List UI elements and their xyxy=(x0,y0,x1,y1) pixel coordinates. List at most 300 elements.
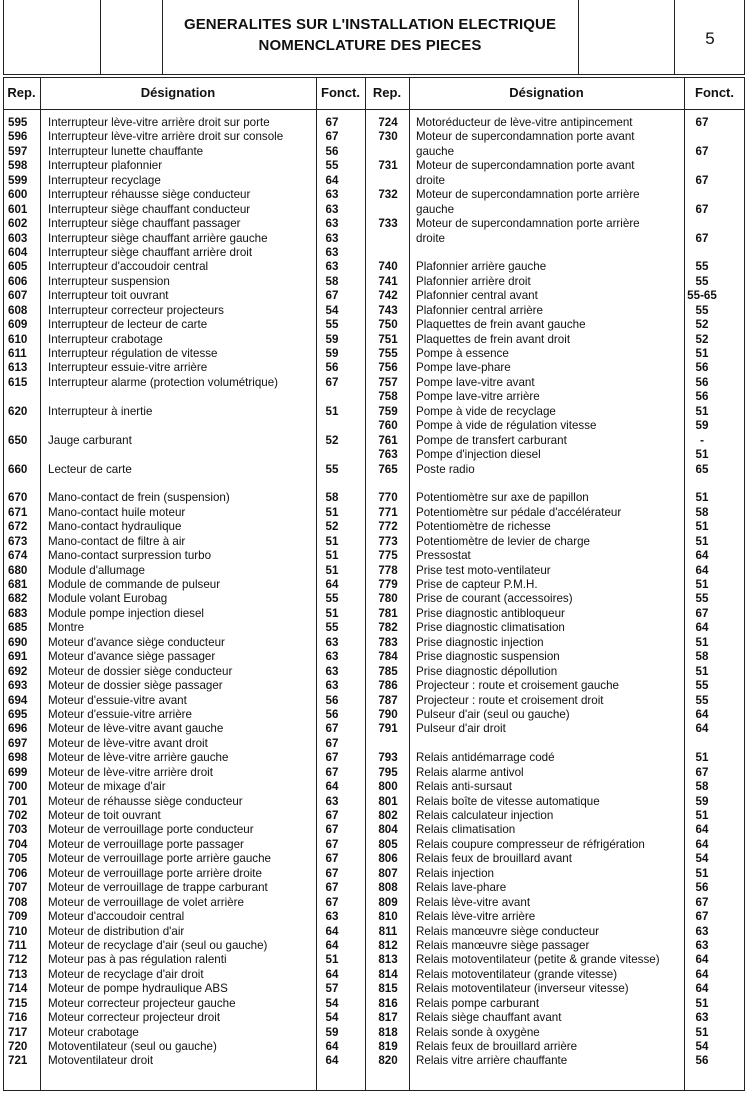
row-designation: Interrupteur lunette chauffante xyxy=(48,144,204,158)
row-fonct: 67 xyxy=(325,852,339,866)
row-fonct: 64 xyxy=(695,953,709,967)
table-row xyxy=(365,1011,729,1025)
row-rep: 714 xyxy=(8,982,28,996)
row-designation: Pressostat xyxy=(416,549,471,563)
table-row xyxy=(3,1054,355,1068)
header-blank-cell xyxy=(4,0,101,74)
table-row xyxy=(3,289,355,303)
row-designation: Relais feux de brouillard avant xyxy=(416,852,572,866)
table-row xyxy=(365,679,729,693)
row-designation: Moteur de pompe hydraulique ABS xyxy=(48,982,228,996)
table-row xyxy=(365,737,729,751)
row-rep: 713 xyxy=(8,967,28,981)
table-row xyxy=(365,592,729,606)
row-rep: 806 xyxy=(378,852,398,866)
table-row xyxy=(365,549,729,563)
row-fonct: 67 xyxy=(325,809,339,822)
row-rep: 709 xyxy=(8,910,28,924)
table-row xyxy=(3,491,355,505)
table-row xyxy=(3,246,355,260)
table-row xyxy=(3,304,355,318)
table-row xyxy=(365,289,729,303)
row-fonct: 63 xyxy=(695,1011,709,1025)
row-designation: Relais lave-phare xyxy=(416,881,507,895)
row-designation: Relais manœuvre siège passager xyxy=(416,938,590,952)
table-row xyxy=(365,203,729,217)
table-row xyxy=(3,145,355,159)
row-rep: 598 xyxy=(8,159,28,173)
row-fonct: 63 xyxy=(325,231,339,245)
row-rep: 717 xyxy=(8,1025,28,1039)
row-designation: Plaquettes de frein avant gauche xyxy=(416,318,586,332)
row-fonct: 59 xyxy=(695,794,709,808)
row-rep: 601 xyxy=(8,202,28,216)
row-rep: 810 xyxy=(378,910,398,924)
table-row xyxy=(365,795,729,809)
row-designation: Interrupteur siège chauffant arrière droit xyxy=(48,245,253,259)
table-row xyxy=(3,910,355,924)
table-row xyxy=(3,737,355,751)
row-fonct: 54 xyxy=(325,303,339,317)
table-row xyxy=(365,896,729,910)
row-fonct: 56 xyxy=(695,881,709,895)
row-fonct: 56 xyxy=(325,144,339,158)
row-designation: Relais manœuvre siège conducteur xyxy=(416,924,600,938)
table-row xyxy=(365,780,729,794)
row-rep: 763 xyxy=(378,448,398,462)
page-title: GENERALITES SUR L'INSTALLATION ELECTRIQUE xyxy=(183,16,557,33)
row-designation: Moteur de supercondamnation porte avant xyxy=(416,159,635,173)
row-rep: 819 xyxy=(378,1040,398,1053)
row-fonct: 51 xyxy=(325,549,339,563)
table-row xyxy=(365,939,729,953)
row-fonct: 51 xyxy=(695,534,709,548)
row-fonct: 64 xyxy=(325,1040,339,1053)
row-designation: Plafonnier arrière gauche xyxy=(416,260,547,274)
table-row xyxy=(3,405,355,419)
row-rep: 785 xyxy=(378,664,398,678)
row-fonct: 56 xyxy=(325,693,339,707)
table-row xyxy=(3,1011,355,1025)
row-designation: Prise diagnostic injection xyxy=(416,635,544,649)
row-fonct: 51 xyxy=(695,1025,709,1039)
table-row xyxy=(3,751,355,765)
row-fonct: 55 xyxy=(325,621,339,635)
row-fonct: 51 xyxy=(325,606,339,620)
row-fonct: 64 xyxy=(325,924,339,938)
row-designation: Moteur d'essuie-vitre avant xyxy=(48,693,187,707)
row-designation: Interrupteur alarme (protection volumétrique) xyxy=(48,375,279,389)
table-row xyxy=(365,463,729,477)
row-rep: 759 xyxy=(378,404,398,418)
row-fonct: - xyxy=(700,433,704,447)
table-row xyxy=(3,130,355,144)
row-designation: Moteur de verrouillage porte conducteur xyxy=(48,823,254,837)
row-fonct: 67 xyxy=(325,866,339,880)
row-rep: 604 xyxy=(8,245,28,259)
row-rep: 740 xyxy=(378,260,398,274)
row-designation: Pulseur d'air (seul ou gauche) xyxy=(416,707,570,721)
row-fonct: 51 xyxy=(695,347,709,360)
row-designation: Module de commande de pulseur xyxy=(48,578,221,591)
row-designation: Mano-contact de filtre à air xyxy=(48,534,186,548)
row-rep: 755 xyxy=(378,347,398,360)
row-designation: Moteur de recyclage d'air (seul ou gauche) xyxy=(48,938,268,952)
table-row xyxy=(3,766,355,780)
row-rep: 778 xyxy=(378,563,398,577)
row-fonct: 64 xyxy=(325,173,339,187)
row-designation: Plafonnier central avant xyxy=(416,289,538,303)
row-designation: Relais lève-vitre avant xyxy=(416,895,531,909)
row-fonct: 51 xyxy=(325,563,339,577)
table-row xyxy=(3,203,355,217)
table-row xyxy=(365,636,729,650)
row-fonct: 63 xyxy=(325,635,339,649)
row-designation: Moteur de dossier siège passager xyxy=(48,679,223,693)
table-row xyxy=(365,751,729,765)
row-rep: 802 xyxy=(378,809,398,822)
table-row xyxy=(3,722,355,736)
table-row xyxy=(3,997,355,1011)
row-fonct: 59 xyxy=(325,332,339,346)
row-rep: 702 xyxy=(8,809,28,822)
row-fonct: 67 xyxy=(325,736,339,750)
row-designation: Motoventilateur droit xyxy=(48,1054,154,1068)
row-fonct: 51 xyxy=(325,534,339,548)
table-row xyxy=(3,823,355,837)
row-designation: Prise diagnostic suspension xyxy=(416,650,560,664)
row-designation: Interrupteur recyclage xyxy=(48,173,161,187)
column-header-fonct: Fonct. xyxy=(695,85,734,100)
table-row xyxy=(3,694,355,708)
table-row xyxy=(3,925,355,939)
row-designation: Moteur de verrouillage porte arrière gauche xyxy=(48,852,271,866)
row-rep: 690 xyxy=(8,635,28,649)
table-row xyxy=(3,477,355,491)
row-fonct: 67 xyxy=(325,751,339,765)
row-rep: 602 xyxy=(8,217,28,231)
column-header-rep: Rep. xyxy=(372,85,402,100)
row-designation: Moteur crabotage xyxy=(48,1025,139,1039)
row-fonct: 64 xyxy=(325,938,339,952)
row-rep: 607 xyxy=(8,289,28,303)
row-fonct: 56 xyxy=(695,1054,709,1068)
row-rep: 816 xyxy=(378,996,398,1010)
page-subtitle: NOMENCLATURE DES PIECES xyxy=(258,37,482,54)
row-rep: 733 xyxy=(378,217,398,231)
row-rep: 698 xyxy=(8,751,28,765)
table-row xyxy=(3,780,355,794)
row-designation: Interrupteur réhausse siège conducteur xyxy=(48,188,251,202)
table-row xyxy=(3,867,355,881)
row-designation: Montre xyxy=(48,621,85,635)
header-title-cell xyxy=(162,0,579,74)
row-rep: 609 xyxy=(8,318,28,332)
table-row xyxy=(3,116,355,130)
table-row xyxy=(365,434,729,448)
row-designation: Interrupteur régulation de vitesse xyxy=(48,347,218,360)
row-designation: Moteur de distribution d'air xyxy=(48,924,185,938)
row-designation: Moteur de réhausse siège conducteur xyxy=(48,794,243,808)
row-rep: 700 xyxy=(8,780,28,794)
table-row xyxy=(3,795,355,809)
row-rep: 775 xyxy=(378,549,398,563)
row-rep: 817 xyxy=(378,1011,398,1025)
row-rep: 672 xyxy=(8,520,28,534)
table-row xyxy=(365,318,729,332)
table-row xyxy=(3,564,355,578)
row-rep: 808 xyxy=(378,881,398,895)
row-designation: Poste radio xyxy=(416,462,475,476)
row-designation: Prise de capteur P.M.H. xyxy=(416,578,538,591)
row-designation: Potentiomètre de levier de charge xyxy=(416,534,591,548)
table-row xyxy=(3,968,355,982)
table-row xyxy=(365,419,729,433)
table-row xyxy=(3,636,355,650)
row-rep: 693 xyxy=(8,679,28,693)
row-fonct: 67 xyxy=(325,881,339,895)
table-row xyxy=(3,188,355,202)
row-rep: 682 xyxy=(8,592,28,606)
row-designation: Potentiomètre de richesse xyxy=(416,520,551,534)
row-rep: 773 xyxy=(378,534,398,548)
row-fonct: 67 xyxy=(695,606,709,620)
row-rep: 732 xyxy=(378,188,398,202)
row-fonct: 63 xyxy=(695,938,709,952)
table-row xyxy=(365,405,729,419)
table-row xyxy=(365,116,729,130)
row-designation: Moteur de verrouillage de volet arrière xyxy=(48,895,244,909)
row-designation: Moteur de lève-vitre arrière droit xyxy=(48,765,213,779)
row-designation: droite xyxy=(416,231,446,245)
row-rep: 606 xyxy=(8,274,28,288)
row-designation: Pompe à vide de recyclage xyxy=(416,404,556,418)
row-fonct: 51 xyxy=(695,664,709,678)
row-rep: 815 xyxy=(378,982,398,996)
row-designation: Moteur correcteur projecteur gauche xyxy=(48,996,236,1010)
row-designation: Moteur de lève-vitre arrière gauche xyxy=(48,751,229,765)
row-rep: 703 xyxy=(8,823,28,837)
row-designation: Plafonnier central arrière xyxy=(416,303,543,317)
row-fonct: 67 xyxy=(325,823,339,837)
table-row xyxy=(365,910,729,924)
row-designation: Relais vitre arrière chauffante xyxy=(416,1054,568,1068)
row-designation: Prise test moto-ventilateur xyxy=(416,563,551,577)
row-fonct: 64 xyxy=(325,1054,339,1068)
row-designation: Moteur pas à pas régulation ralenti xyxy=(48,953,227,967)
row-rep: 782 xyxy=(378,621,398,635)
table-row xyxy=(3,881,355,895)
row-fonct: 58 xyxy=(325,491,339,505)
row-rep: 743 xyxy=(378,303,398,317)
row-designation: Pompe de transfert carburant xyxy=(416,433,567,447)
row-designation: Lecteur de carte xyxy=(48,462,132,476)
row-designation: Interrupteur à inertie xyxy=(48,404,153,418)
row-rep: 809 xyxy=(378,895,398,909)
table-row xyxy=(3,275,355,289)
row-designation: Moteur de toit ouvrant xyxy=(48,809,161,822)
table-row xyxy=(3,607,355,621)
row-designation: Moteur de lève-vitre avant gauche xyxy=(48,722,224,736)
row-fonct: 52 xyxy=(695,332,709,346)
row-rep: 760 xyxy=(378,419,398,433)
row-designation: Motoventilateur (seul ou gauche) xyxy=(48,1040,217,1053)
row-fonct: 59 xyxy=(695,419,709,433)
column-header-rep: Rep. xyxy=(7,85,36,100)
row-designation: Moteur de verrouillage de trappe carburant xyxy=(48,881,268,895)
row-rep: 772 xyxy=(378,520,398,534)
row-designation: Moteur de mixage d'air xyxy=(48,780,166,794)
table-row xyxy=(3,333,355,347)
row-fonct: 67 xyxy=(325,289,339,303)
row-rep: 597 xyxy=(8,144,28,158)
row-rep: 681 xyxy=(8,578,28,591)
table-row xyxy=(365,881,729,895)
row-fonct: 51 xyxy=(695,635,709,649)
table-row xyxy=(365,823,729,837)
header-blank-cell xyxy=(578,0,675,74)
row-rep: 786 xyxy=(378,679,398,693)
table-row xyxy=(3,578,355,592)
row-fonct: 67 xyxy=(695,202,709,216)
row-fonct: 67 xyxy=(695,765,709,779)
row-designation: Module pompe injection diesel xyxy=(48,606,204,620)
row-rep: 611 xyxy=(8,347,27,360)
row-designation: Interrupteur siège chauffant conducteur xyxy=(48,202,251,216)
row-fonct: 63 xyxy=(325,260,339,274)
row-designation: Module volant Eurobag xyxy=(48,592,168,606)
row-fonct: 64 xyxy=(695,563,709,577)
row-fonct: 56 xyxy=(695,375,709,389)
table-row xyxy=(3,679,355,693)
row-designation: Pompe lave-vitre arrière xyxy=(416,390,540,404)
row-designation: Prise de courant (accessoires) xyxy=(416,592,573,606)
row-designation: Projecteur : route et croisement droit xyxy=(416,693,604,707)
row-fonct: 64 xyxy=(325,578,339,591)
row-fonct: 55-65 xyxy=(687,289,717,303)
table-row xyxy=(365,997,729,1011)
row-designation: Interrupteur siège chauffant arrière gauche xyxy=(48,231,268,245)
table-row xyxy=(365,232,729,246)
row-rep: 711 xyxy=(8,938,27,952)
row-designation: Interrupteur correcteur projecteurs xyxy=(48,303,224,317)
row-rep: 660 xyxy=(8,462,28,476)
table-row xyxy=(3,361,355,375)
row-rep: 781 xyxy=(378,606,398,620)
row-designation: Moteur de lève-vitre avant droit xyxy=(48,736,208,750)
row-fonct: 67 xyxy=(325,722,339,736)
row-fonct: 51 xyxy=(325,505,339,519)
row-rep: 670 xyxy=(8,491,28,505)
row-rep: 807 xyxy=(378,866,398,880)
row-fonct: 56 xyxy=(325,707,339,721)
table-row xyxy=(365,838,729,852)
table-row xyxy=(365,982,729,996)
row-designation: Prise diagnostic dépollution xyxy=(416,664,558,678)
row-rep: 613 xyxy=(8,361,28,375)
row-designation: Pompe d'injection diesel xyxy=(416,448,541,462)
row-rep: 605 xyxy=(8,260,28,274)
row-rep: 820 xyxy=(378,1054,398,1068)
row-fonct: 55 xyxy=(325,462,339,476)
table-row xyxy=(3,982,355,996)
table-row xyxy=(3,665,355,679)
row-designation: Pompe à vide de régulation vitesse xyxy=(416,419,597,433)
table-row xyxy=(3,318,355,332)
row-fonct: 63 xyxy=(325,202,339,216)
row-designation: Relais sonde à oxygène xyxy=(416,1025,540,1039)
row-fonct: 55 xyxy=(325,318,339,332)
table-row xyxy=(365,304,729,318)
row-fonct: 67 xyxy=(695,910,709,924)
table-row xyxy=(365,722,729,736)
table-row xyxy=(3,708,355,722)
row-designation: Moteur de verrouillage porte passager xyxy=(48,837,244,851)
row-rep: 696 xyxy=(8,722,28,736)
row-fonct: 64 xyxy=(695,967,709,981)
row-rep: 695 xyxy=(8,707,28,721)
row-designation: Interrupteur lève-vitre arrière droit sur console xyxy=(48,130,284,144)
row-rep: 706 xyxy=(8,866,28,880)
row-fonct: 51 xyxy=(695,578,709,591)
row-fonct: 51 xyxy=(695,520,709,534)
table-row xyxy=(3,520,355,534)
row-fonct: 52 xyxy=(325,433,339,447)
row-fonct: 54 xyxy=(325,996,339,1010)
row-designation: Plafonnier arrière droit xyxy=(416,274,531,288)
table-row xyxy=(365,217,729,231)
row-designation: Moteur de supercondamnation porte arrière xyxy=(416,217,640,231)
row-rep: 715 xyxy=(8,996,28,1010)
row-rep: 680 xyxy=(8,563,28,577)
table-row xyxy=(3,159,355,173)
row-fonct: 67 xyxy=(695,144,709,158)
row-fonct: 55 xyxy=(695,260,709,274)
row-fonct: 64 xyxy=(695,823,709,837)
row-rep: 813 xyxy=(378,953,398,967)
row-fonct: 63 xyxy=(325,217,339,231)
table-row xyxy=(3,809,355,823)
row-rep: 795 xyxy=(378,765,398,779)
table-row xyxy=(3,535,355,549)
row-rep: 756 xyxy=(378,361,398,375)
row-designation: Relais alarme antivol xyxy=(416,765,524,779)
row-fonct: 55 xyxy=(695,592,709,606)
row-fonct: 51 xyxy=(695,996,709,1010)
row-fonct: 64 xyxy=(695,722,709,736)
row-fonct: 54 xyxy=(695,852,709,866)
table-row xyxy=(365,361,729,375)
table-row xyxy=(365,607,729,621)
row-designation: Plaquettes de frein avant droit xyxy=(416,332,571,346)
table-row xyxy=(3,434,355,448)
table-row xyxy=(365,852,729,866)
row-fonct: 51 xyxy=(695,404,709,418)
row-rep: 721 xyxy=(8,1054,28,1068)
table-row xyxy=(365,953,729,967)
row-fonct: 63 xyxy=(325,245,339,259)
row-rep: 761 xyxy=(378,433,398,447)
row-rep: 787 xyxy=(378,693,398,707)
row-fonct: 63 xyxy=(325,188,339,202)
row-fonct: 55 xyxy=(695,693,709,707)
row-designation: Mano-contact surpression turbo xyxy=(48,549,212,563)
row-fonct: 64 xyxy=(695,549,709,563)
row-fonct: 55 xyxy=(695,303,709,317)
table-row xyxy=(365,477,729,491)
row-designation: Moteur d'essuie-vitre arrière xyxy=(48,707,192,721)
table-row xyxy=(3,896,355,910)
